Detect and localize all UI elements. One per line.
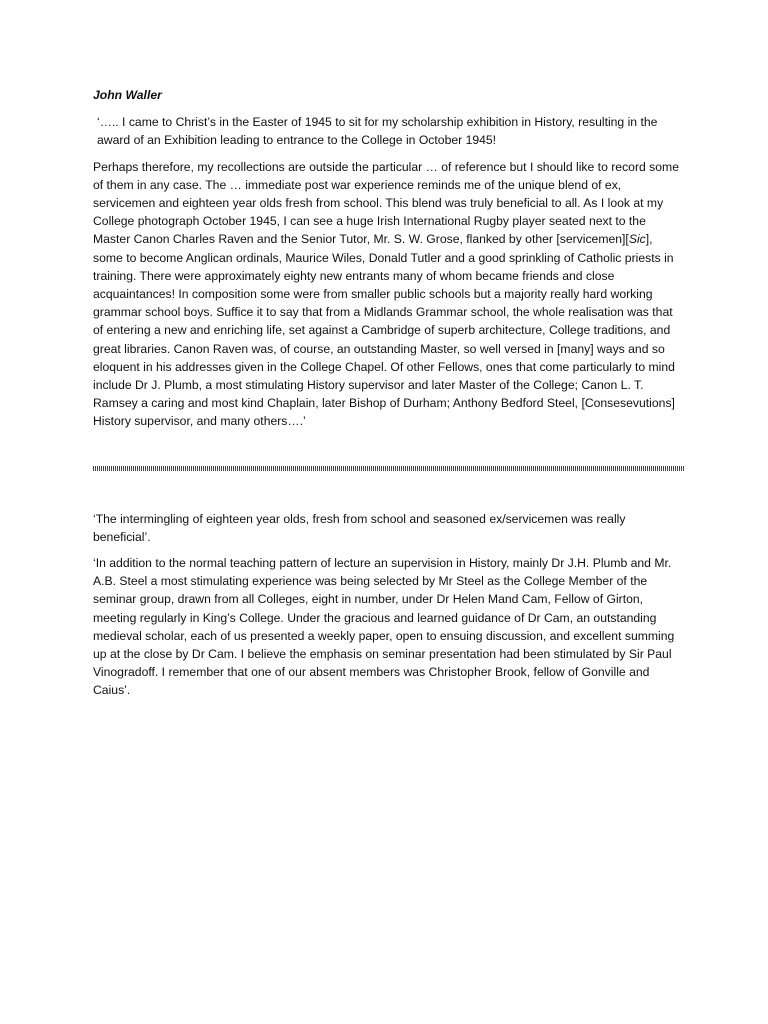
recollections-text-part1: Perhaps therefore, my recollections are outside the particular … of reference but I should like to record some of them in any case. The … immediate post war experience reminds me of the unique blend of ex, servicemen and eighteen year olds fresh from school. This blend was truly beneficial to all. As I look at my College photograph October 1945, I can see a huge Irish International Rugby player seated next to the Master Canon Charles Raven and the Senior Tutor, Mr. S. W. Grose, flanked by other [servicemen][ (93, 159, 679, 247)
recollections-text-part2: ], some to become Anglican ordinals, Maurice Wiles, Donald Tutler and a good sprinkling of Catholic priests in training. There were approximately eighty new entrants many of whom became friends and close acquaintances! In composition some were from smaller public schools but a majority really hard working grammar school boys. Suffice it to say that from a Midlands Grammar school, the whole realisation was that of entering a new and enriching life, set against a Cambridge of superb architecture, College traditions, and great libraries. Canon Raven was, of course, an outstanding Master, so well versed in [many] ways and so eloquent in his addresses given in the College Chapel. Of other Fellows, ones that come particularly to mind include Dr J. Plumb, a most stimulating History supervisor and later Master of the College; Canon L. T. Ramsey a caring and most kind Chaplain, later Bishop of Durham; Anthony Bedford Steel, [Consesevutions] History supervisor, and many others….’ (93, 232, 675, 429)
recollections-paragraph (93, 158, 685, 431)
dotted-divider (93, 466, 685, 471)
intro-paragraph: ‘….. I came to Christ’s in the Easter of 1945 to sit for my scholarship exhibition in History, resulting in the award of an Exhibition leading to entrance to the College in October 1945! (97, 115, 658, 148)
author-name: John Waller (93, 88, 162, 102)
document-page (93, 86, 685, 708)
intermingling-quote: ‘The intermingling of eighteen year olds, fresh from school and seasoned ex/servicemen was really beneficial’. (93, 511, 626, 544)
sic-annotation: Sic (628, 232, 646, 247)
seminar-quote: ‘In addition to the normal teaching pattern of lecture an supervision in History, mainly Dr J.H. Plumb and Mr. A.B. Steel a most stimulating experience was being selected by Mr Steel as the College Member of the seminar group, drawn from all Colleges, eight in number, under Dr Helen Mand Cam, Fellow of Girton, meeting regularly in King’s College. Under the gracious and learned guidance of Dr Cam, an outstanding medieval scholar, each of us presented a weekly paper, open to ensuing discussion, and excellent summing up at the close by Dr Cam. I believe the emphasis on seminar presentation had been stimulated by Sir Paul Vinogradoff. I remember that one of our absent members was Christopher Brook, fellow of Gonville and Caius’. (93, 556, 675, 698)
